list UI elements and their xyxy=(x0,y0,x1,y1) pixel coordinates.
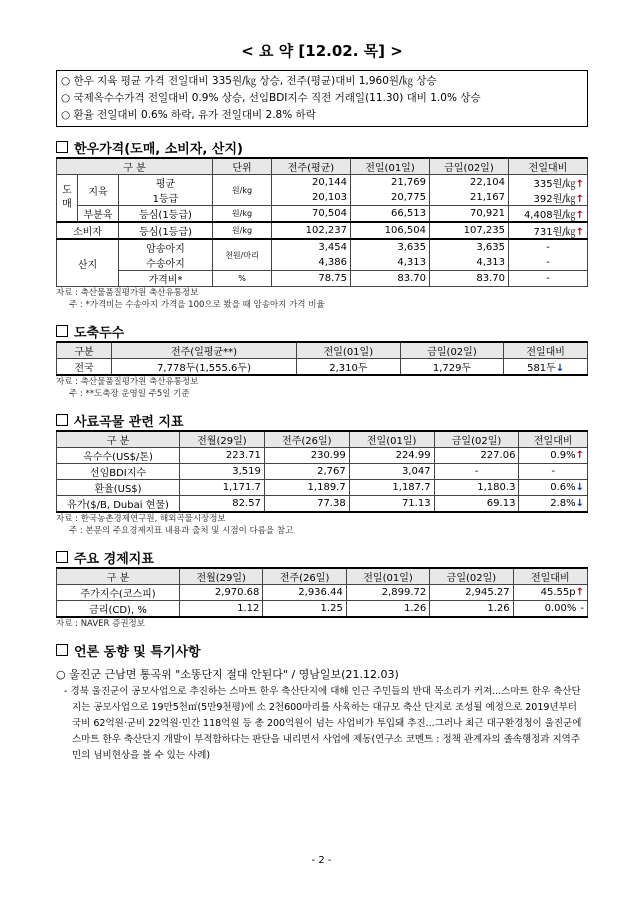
arrow-down-icon: ↓ xyxy=(555,363,565,374)
table-row: 유가($/B, Dubai 현물) 82.57 77.38 71.13 69.13 2.8%↓ xyxy=(57,496,588,513)
arrow-down-icon: ↓ xyxy=(575,482,584,493)
table-note: 주 : *가격비는 수송아지 가격을 100으로 봤을 때 암송아지 가격 비율 xyxy=(69,300,325,310)
table-note: 자료 : 한국농촌경제연구원, 해외곡물시장정보 xyxy=(56,514,226,524)
square-bullet-icon xyxy=(56,325,68,337)
square-bullet-icon xyxy=(56,644,68,656)
arrow-up-icon: ↑ xyxy=(575,450,584,461)
section-heading: 한우가격(도매, 소비자, 산지) xyxy=(56,137,588,157)
table-note: 자료 : 축산물품질평가원 축산유통정보 xyxy=(56,288,199,298)
table-row: 금리(CD), % 1.12 1.25 1.26 1.26 0.00% - xyxy=(57,601,588,618)
page xyxy=(56,0,588,764)
arrow-up-icon: ↑ xyxy=(575,227,584,238)
hanwoo-price-table: 구 분 단위 전주(평균) 전일(01일) 금일(02일) 전일대비 도 매 지육 평균 원/kg 20,144 21,769 22,104 335원/㎏↑ 1등급 20,103 20,775 21,167 392원/㎏↑ 부분육 등심(1등급) 원/kg 70,504 66,513 70,921 4,408원/㎏↑ 소비자 등심(1등급) 원/kg 102,237 106,504 107,235 731원/㎏↑ 산지 암송아지 천원/마리 3,454 3,635 3,635 - 수송아지 4,386 4,313 4,313 - 가격비* % 78.75 83.70 83.70 - xyxy=(56,157,588,287)
summary-line: ○ 환율 전일대비 0.6% 하락, 유가 전일대비 2.8% 하락 xyxy=(61,109,316,121)
square-bullet-icon xyxy=(56,141,68,153)
arrow-up-icon: ↑ xyxy=(575,194,584,205)
feed-grain-table: 구 분 전월(29일) 전주(26일) 전일(01일) 금일(02일) 전일대비 옥수수(US$/톤) 223.71 230.99 224.99 227.06 0.9%↑ 선임BDI지수 3,519 2,767 3,047 - - 환율(US$) 1,171.7 1,189.7 1,187.7 1,180.3 0.6%↓ 유가($/B, Dubai 현물) 82.57 77.38 71.13 69.13 2.8%↓ xyxy=(56,430,588,513)
news-headline: ○ 울진군 근남면 통곡위 "소똥단지 절대 안된다" / 영남일보(21.12.03) xyxy=(56,668,399,681)
news-body: - 경북 울진군이 공모사업으로 추진하는 스마트 한우 축산단지에 대해 인근 주민들의 반대 목소리가 커져...스마트 한우 축산단지는 공모사업으로 19만5천㎡(5만9천평)에 소 2천600마리를 사육하는 대규모 축산 단지로 조성될 예정으로 2019년부터 국비 62억원·군비 22억원·민간 118억원 등 총 200억원이 넘는 사업비가 투입돼 추진...그러나 최근 대구환경청이 울진군에 스마트 한우 축산단지 개발이 부적합하다는 판단을 내리면서 사업에 제동(연구소 코멘트 : 정책 관계자의 졸속행정과 지역주민의 님비현상을 볼 수 있는 사례) xyxy=(64,686,582,761)
arrow-up-icon: ↑ xyxy=(575,179,584,190)
table-note: 주 : **도축장 운영일 주5일 기준 xyxy=(69,389,190,399)
dash-mark: - xyxy=(580,603,584,614)
section-heading: 사료곡물 관련 지표 xyxy=(56,410,588,430)
summary-line: ○ 국제옥수수가격 전일대비 0.9% 상승, 선임BDI지수 직전 거래일(11.30) 대비 1.0% 상승 xyxy=(61,92,481,104)
table-note: 주 : 본문의 주요경제지표 내용과 출처 및 시점이 다름을 참고 xyxy=(69,526,294,536)
economy-table: 구 분 전월(29일) 전주(26일) 전일(01일) 금일(02일) 전일대비 주가지수(코스피) 2,970.68 2,936.44 2,899.72 2,945.27 45.55p↑ 금리(CD), % 1.12 1.25 1.26 1.26 0.00% - xyxy=(56,567,588,618)
table-row: 주가지수(코스피) 2,970.68 2,936.44 2,899.72 2,945.27 45.55p↑ xyxy=(57,585,588,601)
square-bullet-icon xyxy=(56,551,68,563)
table-note: 자료 : 축산물품질평가원 축산유통정보 xyxy=(56,377,199,387)
arrow-up-icon: ↑ xyxy=(575,587,584,598)
square-bullet-icon xyxy=(56,414,68,426)
arrow-down-icon: ↓ xyxy=(575,498,584,509)
table-row: 옥수수(US$/톤) 223.71 230.99 224.99 227.06 0.9%↑ xyxy=(57,448,588,464)
table-row: 환율(US$) 1,171.7 1,189.7 1,187.7 1,180.3 0.6%↓ xyxy=(57,480,588,496)
table-note: 자료 : NAVER 증권정보 xyxy=(56,619,145,629)
table-row: 선임BDI지수 3,519 2,767 3,047 - - xyxy=(57,464,588,480)
slaughter-table: 구분 전주(일평균**) 전일(01일) 금일(02일) 전일대비 전국 7,778두(1,555.6두) 2,310두 1,729두 581두↓ xyxy=(56,341,588,376)
page-title: < 요 약 [12.02. 목] > xyxy=(241,42,403,60)
summary-line: ○ 한우 지육 평균 가격 전일대비 335원/㎏ 상승, 전주(평균)대비 1,960원/㎏ 상승 xyxy=(61,75,437,87)
summary-box xyxy=(56,70,588,127)
page-number: - 2 - xyxy=(311,855,332,866)
section-heading: 도축두수 xyxy=(56,321,588,341)
section-heading: 주요 경제지표 xyxy=(56,547,588,567)
section-heading: 언론 동향 및 특기사항 xyxy=(56,640,588,660)
arrow-up-icon: ↑ xyxy=(575,210,584,221)
